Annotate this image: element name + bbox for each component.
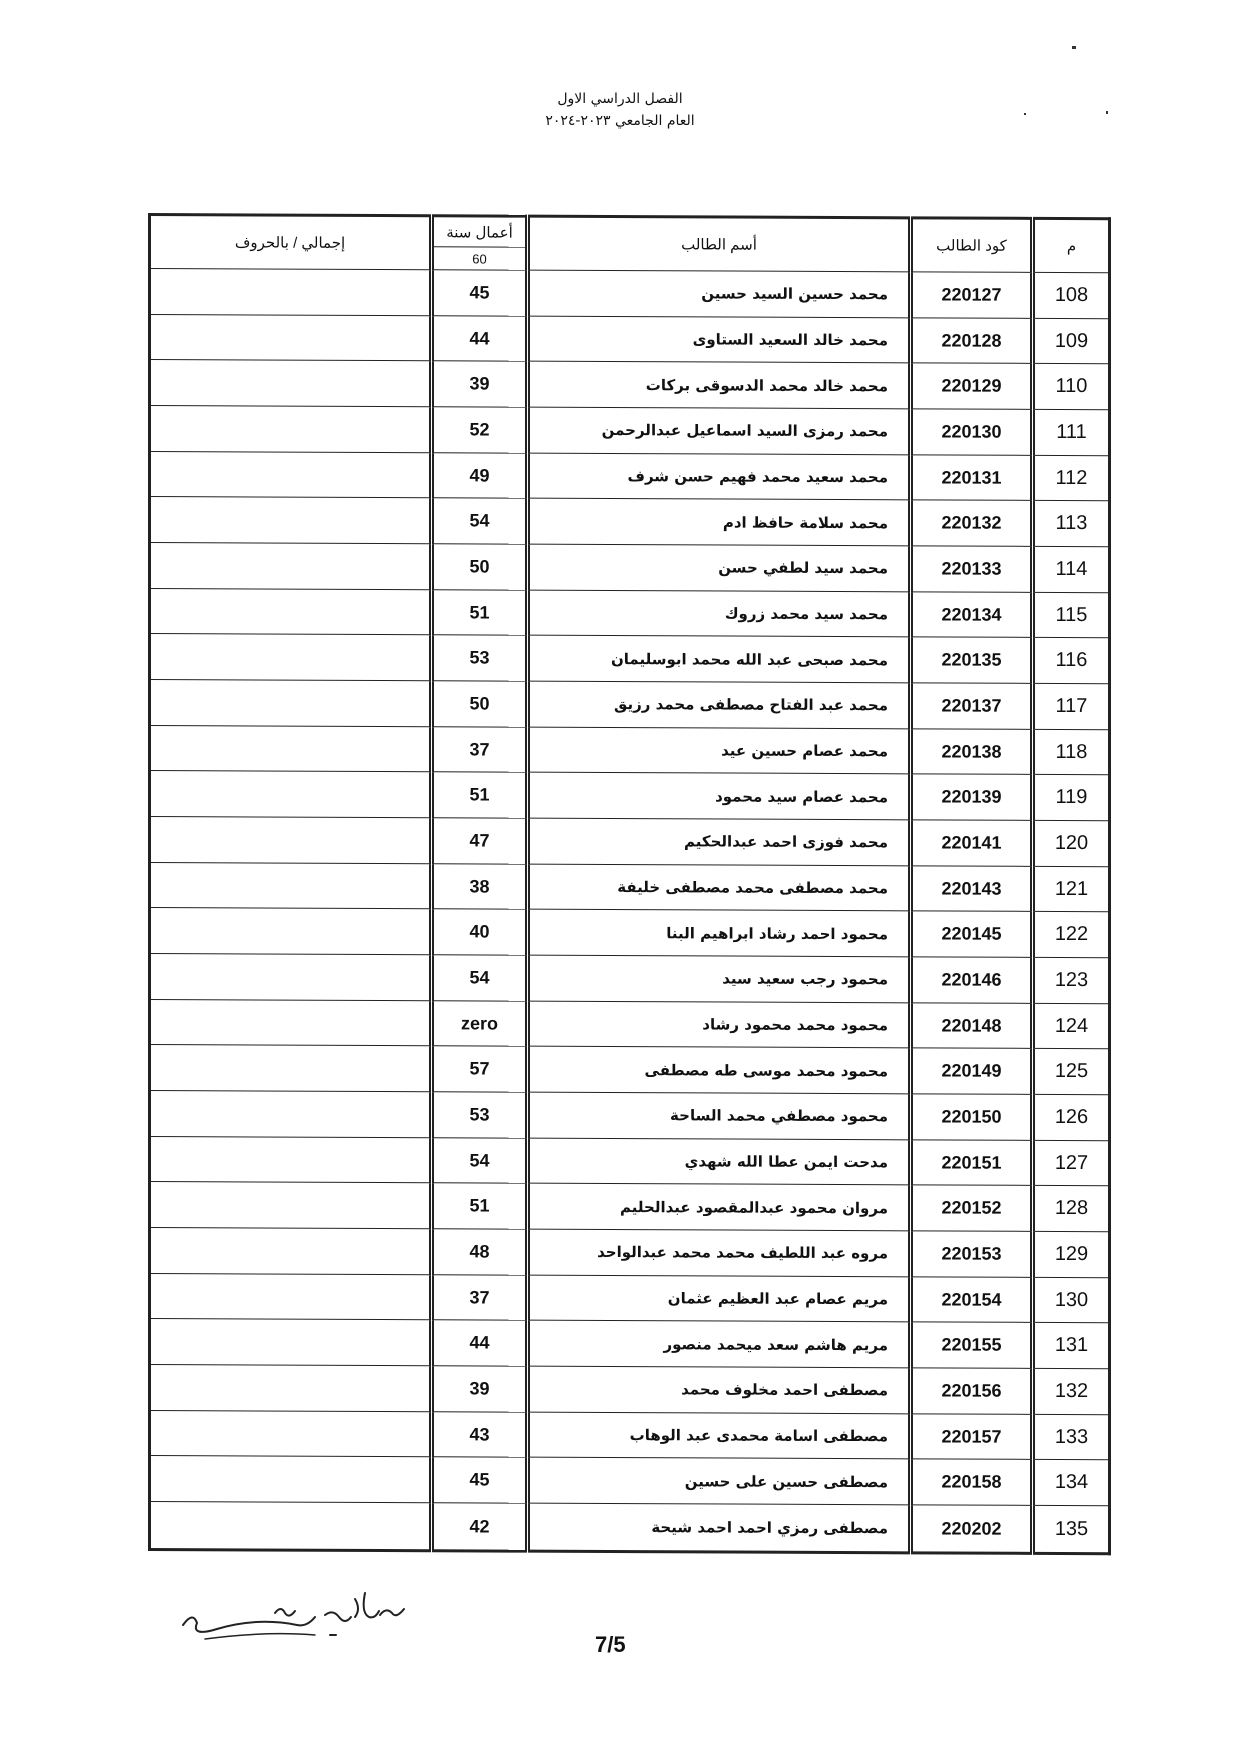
student-code-cell: 220141 [911, 820, 1033, 866]
table-row [150, 999, 1110, 1049]
total-letters-cell [150, 680, 432, 727]
total-letters-cell [150, 588, 432, 635]
student-code-cell: 220145 [911, 911, 1033, 957]
table-row [150, 1228, 1110, 1278]
total-letters-cell [150, 1045, 432, 1092]
student-code-cell: 220146 [911, 957, 1033, 1003]
total-letters-cell [150, 1182, 432, 1229]
student-name-cell: محمود رجب سعيد سيد [528, 955, 911, 1002]
student-name-cell: مريم هاشم سعد ميحمد منصور [528, 1321, 911, 1368]
student-name-cell: مدحت ايمن عطا الله شهدي [528, 1138, 911, 1185]
table-row [150, 1410, 1110, 1460]
index-cell: 116 [1033, 638, 1110, 684]
scan-speck [1072, 46, 1076, 49]
student-name-cell: محمد سيد لطفي حسن [528, 544, 911, 591]
index-cell: 126 [1033, 1094, 1110, 1140]
score-cell: 54 [432, 1138, 528, 1184]
student-code-cell: 220150 [911, 1094, 1033, 1140]
total-letters-cell [150, 771, 432, 818]
table-row [150, 1182, 1110, 1232]
total-letters-cell [150, 954, 432, 1001]
index-cell: 109 [1033, 318, 1110, 364]
student-name-cell: مريم عصام عبد العظيم عثمان [528, 1275, 911, 1322]
student-code-cell: 220148 [911, 1003, 1033, 1049]
score-cell: 38 [432, 863, 528, 909]
score-cell: 43 [432, 1412, 528, 1458]
total-letters-cell [150, 497, 432, 544]
header-total-letters: إجمالي / بالحروف [150, 215, 432, 270]
student-name-cell: محمود محمد موسى طه مصطفى [528, 1047, 911, 1094]
academic-year: العام الجامعي ٢٠٢٣-٢٠٢٤ [545, 113, 695, 129]
table-row [150, 1273, 1110, 1323]
score-cell: 48 [432, 1229, 528, 1275]
total-letters-cell [150, 1091, 432, 1138]
student-code-cell: 220158 [911, 1459, 1033, 1505]
score-cell: 42 [432, 1503, 528, 1551]
student-code-cell: 220131 [911, 455, 1033, 501]
total-letters-cell [150, 406, 432, 453]
index-cell: 130 [1033, 1277, 1110, 1323]
student-code-cell: 220151 [911, 1140, 1033, 1186]
table-row [150, 680, 1110, 730]
student-code-cell: 220128 [911, 317, 1033, 363]
student-code-cell: 220156 [911, 1368, 1033, 1414]
score-cell: 39 [432, 1366, 528, 1412]
total-letters-cell [150, 269, 432, 316]
total-letters-cell [150, 1365, 432, 1412]
score-cell: 37 [432, 726, 528, 772]
table-row [150, 451, 1110, 501]
total-letters-cell [150, 1456, 432, 1503]
student-name-cell: محمد خالد محمد الدسوقى بركات [528, 361, 911, 408]
student-name-cell: مصطفى رمزي احمد احمد شيحة [528, 1503, 911, 1553]
header-coursework-max: 60 [472, 250, 487, 266]
student-code-cell: 220138 [911, 729, 1033, 775]
page-number: 7/5 [595, 1632, 626, 1657]
table-row [150, 314, 1110, 364]
total-letters-cell [150, 1136, 432, 1183]
score-cell: 50 [432, 544, 528, 590]
total-letters-cell [150, 1502, 432, 1551]
score-cell: 57 [432, 1046, 528, 1092]
table-row [150, 1136, 1110, 1186]
table-row [150, 1365, 1110, 1415]
index-cell: 129 [1033, 1231, 1110, 1277]
score-cell: 45 [432, 270, 528, 316]
table-row [150, 908, 1110, 958]
index-cell: 113 [1033, 501, 1110, 547]
score-cell: 40 [432, 909, 528, 955]
student-code-cell: 220153 [911, 1231, 1033, 1277]
index-cell: 131 [1033, 1323, 1110, 1369]
student-code-cell: 220133 [911, 546, 1033, 592]
total-letters-cell [150, 1319, 432, 1366]
total-letters-cell [150, 725, 432, 772]
total-letters-cell [150, 543, 432, 590]
student-code-cell: 220134 [911, 592, 1033, 638]
table-row [150, 406, 1110, 456]
table-row [150, 1091, 1110, 1141]
total-letters-cell [150, 1228, 432, 1275]
student-code-cell: 220202 [911, 1505, 1033, 1553]
document-header [420, 88, 820, 132]
total-letters-cell [150, 999, 432, 1046]
scan-speck [1106, 111, 1108, 114]
score-cell: 50 [432, 681, 528, 727]
index-cell: 112 [1033, 455, 1110, 501]
score-cell: 51 [432, 589, 528, 635]
student-name-cell: مصطفى حسين على حسين [528, 1458, 911, 1505]
score-cell: 51 [432, 1183, 528, 1229]
index-cell: 135 [1033, 1506, 1110, 1554]
total-letters-cell [150, 314, 432, 361]
table-row [150, 497, 1110, 547]
student-code-cell: 220137 [911, 683, 1033, 729]
table-row [150, 269, 1110, 319]
index-cell: 125 [1033, 1049, 1110, 1095]
student-code-cell: 220135 [911, 637, 1033, 683]
table-header-row [150, 215, 1110, 273]
table-row [150, 725, 1110, 775]
student-code-cell: 220155 [911, 1322, 1033, 1368]
header-coursework-label: أعمال سنة [434, 217, 525, 247]
total-letters-cell [150, 1273, 432, 1320]
student-name-cell: مصطفى اسامة محمدى عبد الوهاب [528, 1412, 911, 1459]
index-cell: 134 [1033, 1460, 1110, 1506]
index-cell: 133 [1033, 1414, 1110, 1460]
index-cell: 118 [1033, 729, 1110, 775]
score-cell: 44 [432, 315, 528, 361]
student-name-cell: محمد رمزى السيد اسماعيل عبدالرحمن [528, 407, 911, 454]
index-cell: 110 [1033, 364, 1110, 410]
total-letters-cell [150, 634, 432, 681]
index-cell: 108 [1033, 272, 1110, 318]
student-name-cell: محمد خالد السعيد الستاوى [528, 316, 911, 363]
score-cell: 39 [432, 361, 528, 407]
score-cell: 52 [432, 407, 528, 453]
score-cell: 53 [432, 635, 528, 681]
score-cell: 47 [432, 818, 528, 864]
student-name-cell: محمد عبد الفتاح مصطفى محمد رزيق [528, 681, 911, 728]
student-name-cell: محمود مصطفي محمد الساحة [528, 1092, 911, 1139]
index-cell: 114 [1033, 546, 1110, 592]
table-row [150, 543, 1110, 593]
score-cell: zero [432, 1000, 528, 1046]
score-cell: 51 [432, 772, 528, 818]
student-code-cell: 220127 [911, 272, 1033, 318]
student-name-cell: محمد صبحى عبد الله محمد ابوسليمان [528, 636, 911, 683]
student-name-cell: محمود محمد محمود رشاد [528, 1001, 911, 1048]
index-cell: 115 [1033, 592, 1110, 638]
index-cell: 128 [1033, 1186, 1110, 1232]
student-name-cell: محمد سيد محمد زروك [528, 590, 911, 637]
index-cell: 123 [1033, 957, 1110, 1003]
table-row [150, 1319, 1110, 1369]
table-row [150, 954, 1110, 1004]
score-cell: 54 [432, 955, 528, 1001]
grades-table [148, 213, 1111, 1555]
signature [175, 1585, 415, 1645]
table-row [150, 862, 1110, 912]
score-cell: 53 [432, 1092, 528, 1138]
index-cell: 119 [1033, 775, 1110, 821]
total-letters-cell [150, 451, 432, 498]
total-letters-cell [150, 1410, 432, 1457]
table-row [150, 588, 1110, 638]
student-code-cell: 220154 [911, 1277, 1033, 1323]
student-code-cell: 220149 [911, 1048, 1033, 1094]
student-name-cell: محمد مصطفى محمد مصطفى خليفة [528, 864, 911, 911]
index-cell: 124 [1033, 1003, 1110, 1049]
index-cell: 111 [1033, 409, 1110, 455]
index-cell: 122 [1033, 912, 1110, 958]
score-cell: 45 [432, 1457, 528, 1503]
student-code-cell: 220130 [911, 409, 1033, 455]
total-letters-cell [150, 817, 432, 864]
scan-speck [1024, 113, 1026, 115]
student-name-cell: مروه عبد اللطيف محمد محمد عبدالواحد [528, 1229, 911, 1276]
header-coursework [432, 216, 528, 270]
student-name-cell: محمد عصام حسين عيد [528, 727, 911, 774]
student-name-cell: محمد سلامة حافظ ادم [528, 499, 911, 546]
student-name-cell: محمد سعيد محمد فهيم حسن شرف [528, 453, 911, 500]
student-name-cell: محمد فوزى احمد عبدالحكيم [528, 818, 911, 865]
semester-title: الفصل الدراسي الاول [557, 91, 683, 107]
table-row [150, 634, 1110, 684]
student-code-cell: 220139 [911, 774, 1033, 820]
student-name-cell: محمد عصام سيد محمود [528, 773, 911, 820]
table-row [150, 1502, 1110, 1554]
header-student-code: كود الطالب [911, 218, 1033, 273]
student-name-cell: مصطفى احمد مخلوف محمد [528, 1366, 911, 1413]
table-row [150, 1045, 1110, 1095]
student-code-cell: 220132 [911, 500, 1033, 546]
student-name-cell: مروان محمود عبدالمقصود عبدالحليم [528, 1184, 911, 1231]
index-cell: 132 [1033, 1368, 1110, 1414]
student-code-cell: 220152 [911, 1185, 1033, 1231]
index-cell: 121 [1033, 866, 1110, 912]
table-row [150, 771, 1110, 821]
score-cell: 37 [432, 1275, 528, 1321]
header-index: م [1033, 218, 1110, 272]
index-cell: 117 [1033, 683, 1110, 729]
score-cell: 44 [432, 1320, 528, 1366]
table-row [150, 1456, 1110, 1506]
index-cell: 120 [1033, 820, 1110, 866]
index-cell: 127 [1033, 1140, 1110, 1186]
score-cell: 54 [432, 498, 528, 544]
student-name-cell: محمود احمد رشاد ابراهيم البنا [528, 910, 911, 957]
total-letters-cell [150, 862, 432, 909]
table-row [150, 360, 1110, 410]
student-name-cell: محمد حسين السيد حسين [528, 270, 911, 317]
student-code-cell: 220129 [911, 363, 1033, 409]
score-cell: 49 [432, 452, 528, 498]
grades-sheet [148, 213, 1108, 1555]
student-code-cell: 220143 [911, 866, 1033, 912]
table-row [150, 817, 1110, 867]
total-letters-cell [150, 908, 432, 955]
total-letters-cell [150, 360, 432, 407]
header-student-name: أسم الطالب [528, 216, 911, 272]
student-code-cell: 220157 [911, 1414, 1033, 1460]
